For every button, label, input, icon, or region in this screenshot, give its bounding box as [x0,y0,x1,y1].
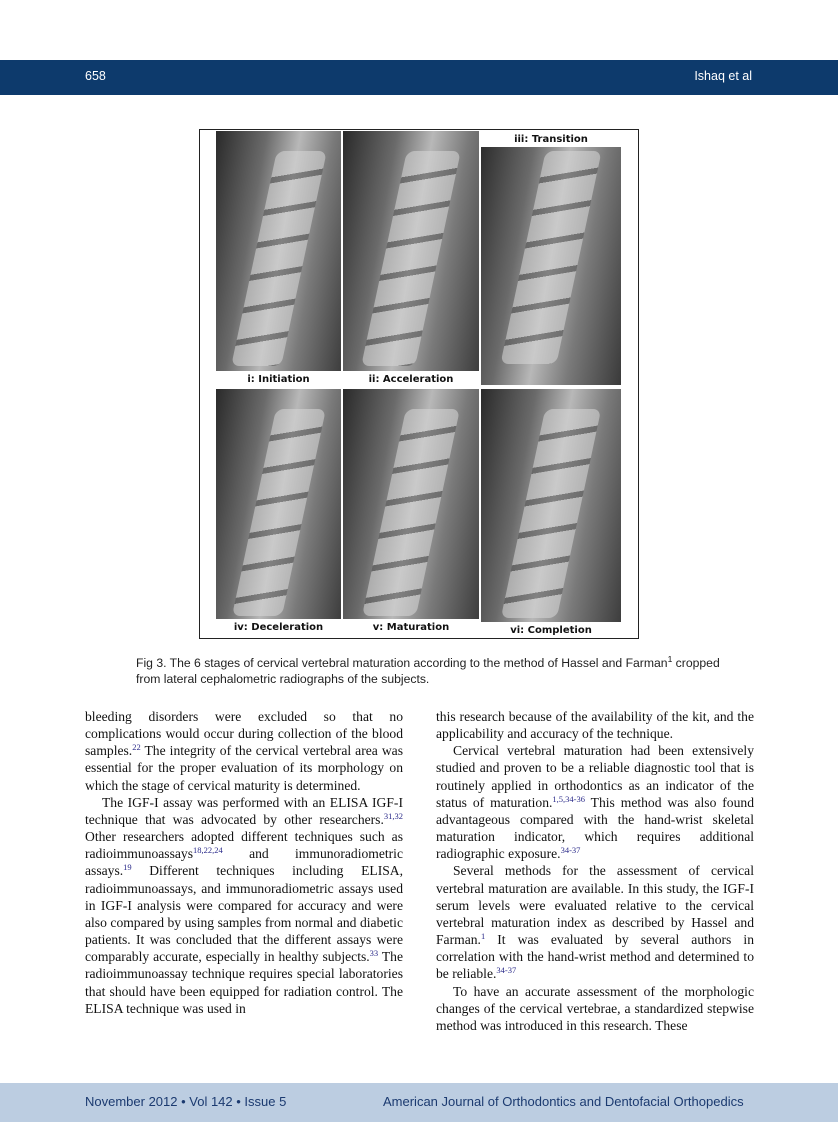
citation[interactable]: 19 [123,862,132,873]
page-footer [0,1083,838,1122]
citation[interactable]: 34-37 [560,845,581,856]
citation[interactable]: 1,5,34-36 [552,793,585,804]
caption-prefix: Fig 3. [136,656,167,670]
page-header [0,60,838,95]
panel-label: iv: Deceleration [216,619,341,635]
panel-label: vi: Completion [481,622,621,638]
radiograph-completion [481,389,621,638]
radiograph-deceleration [216,389,341,635]
radiograph-acceleration [343,131,479,387]
citation: 1 [667,654,673,664]
panel-label: v: Maturation [343,619,479,635]
citation[interactable]: 33 [369,948,379,959]
citation[interactable]: 22 [132,742,141,753]
left-column [85,708,403,1017]
paragraph: Cervical vertebral maturation had been extensively studied and proven to be a reliable diagnostic tool that is routinely applied in orthodontics as an indicator of the status of maturation.$^{1,5,34-36}$ This method was also found advantageous compared with the hand-wrist skeletal maturation indicator, which requires additional radiographic exposure.$^{34-37}$ [436,743,754,862]
radiograph-maturation [343,389,479,635]
radiograph-transition [481,131,621,385]
page-number: 658 [85,69,106,83]
panel-label: iii: Transition [481,131,621,147]
right-column [436,708,754,1034]
citation[interactable]: 1 [480,931,486,942]
running-authors: Ishaq et al [694,69,752,83]
panel-label: ii: Acceleration [343,371,479,387]
journal-name: American Journal of Orthodontics and Dentofacial Orthopedics [383,1094,744,1109]
paragraph: Several methods for the assessment of cervical vertebral maturation are available. In this study, the IGF-I serum levels were evaluated relative to the cervical vertebral maturation index as described by Hassel and Farman.$^1$ It was evaluated by several authors in correlation with the hand-wrist method and determined to be reliable.$^{34-37}$ [436,863,754,982]
paragraph: this research because of the availability of the kit, and the applicability and accuracy of the technique. [436,709,754,742]
caption-text: The 6 stages of cervical vertebral maturation according to the method of Hassel and Farman [166,656,668,670]
figure-caption [136,656,736,687]
citation[interactable]: 31,32 [383,810,403,821]
citation[interactable]: 34-37 [496,965,517,976]
issue-info: November 2012 • Vol 142 • Issue 5 [85,1094,287,1109]
figure-3 [199,129,639,639]
radiograph-initiation [216,131,341,387]
citation[interactable]: 18,22,24 [192,845,223,856]
paragraph: The IGF-I assay was performed with an ELISA IGF-I technique that was advocated by other researchers.$^{31,32}$ Other researchers adopted different techniques such as radioimmunoassays$^{18,22,24}$ and immunoradiometric assays.$^{19}$ Different techniques including ELISA, radioimmunoassays, and immunoradiometric assays used in IGF-I analysis were compared for accuracy and were also compared by using samples from normal and diabetic patients. It was concluded that the different assays were comparably accurate, especially in healthy subjects.$^{33}$ The radioimmunoassay technique requires special laboratories that should have been equipped for radiation control. The ELISA technique was used in [85,794,404,1016]
caption-text-end: cropped from lateral cephalometric radiographs of the subjects. [136,656,720,686]
paragraph: bleeding disorders were excluded so that no complications would occur during collection of the blood samples.$^{22}$ The integrity of the cervical vertebral area was essential for the proper evaluation of its morphology on which the stage of cervical maturity is determined. [85,709,403,793]
panel-label: i: Initiation [216,371,341,387]
paragraph: To have an accurate assessment of the morphologic changes of the cervical vertebrae, a standardized stepwise method was introduced in this research. These [436,983,754,1033]
